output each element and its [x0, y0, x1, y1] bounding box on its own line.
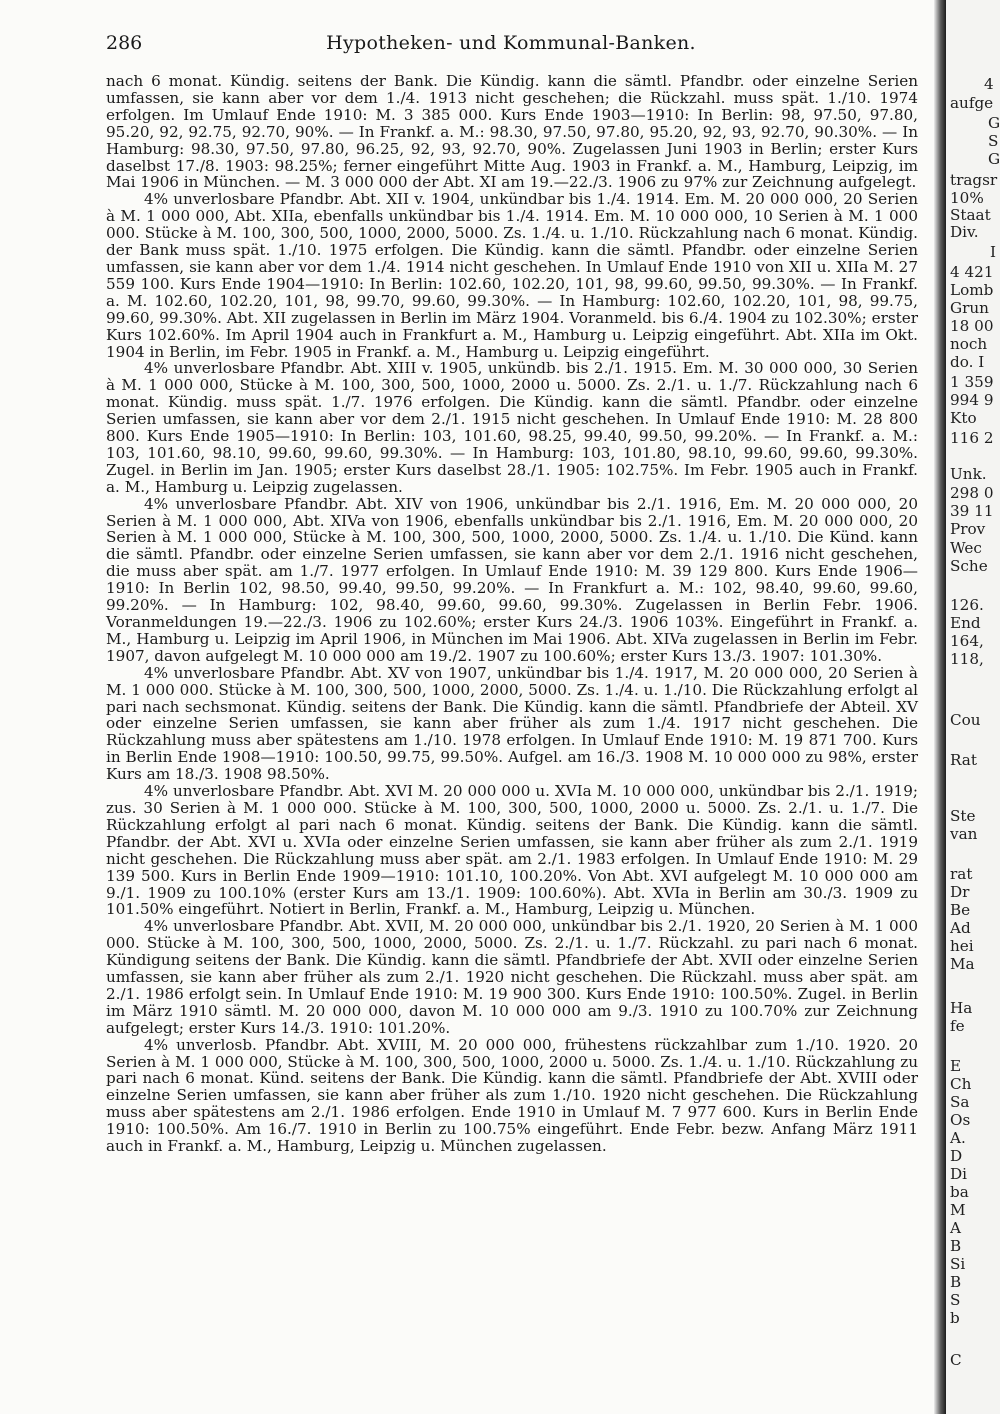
edge-fragment: G — [988, 150, 1000, 168]
edge-fragment: A — [950, 1219, 961, 1237]
edge-fragment: S — [988, 132, 999, 150]
edge-fragment: I — [990, 243, 996, 261]
edge-fragment: Ha — [950, 999, 973, 1017]
edge-fragment: Div. — [950, 223, 979, 241]
paragraph-continuation: nach 6 monat. Kündig. seitens der Bank. Die Kündig. kann die sämtl. Pfandbr. oder einzelne Serien umfassen, sie kann aber vor dem 1./4. 1913 nicht geschehen; die Rückzahl. muss spät. 1./10. 1974 erfolgen. Im Umlauf Ende 1910: M. 3 385 000. Kurs Ende 1903—1910: In Berlin: 98, 97.50, 97.80, 95.20, 92, 92.75, 92.70, 90%. — In Frankf. a. M.: 98.30, 97.50, 97.80, 95.20, 92, 93, 92.70, 90.30%. — In Hamburg: 98.30, 97.50, 97.80, 96.25, 92, 93, 92.70, 90%. Zugelassen Juni 1903 in Berlin; erster Kurs daselbst 17./8. 1903: 98.25%; ferner eingeführt Mitte Aug. 1903 in Frankf. a. M., Hamburg, Leipzig, im Mai 1906 in München. — M. 3 000 000 der Abt. XI am 19.—22./3. 1906 zu 97% zur Zeichnung aufgelegt. — [106, 72, 918, 192]
edge-fragment: 994 9 — [950, 391, 994, 409]
edge-fragment: rat — [950, 865, 973, 883]
edge-fragment: D — [950, 1147, 963, 1165]
edge-fragment: van — [950, 825, 978, 843]
edge-fragment: Rat — [950, 751, 977, 769]
edge-fragment: Di — [950, 1165, 968, 1183]
paragraph-abt-xv: 4% unverlosbare Pfandbr. Abt. XV von 1907, unkündbar bis 1./4. 1917, M. 20 000 000, 20 Serien à M. 1 000 000. Stücke à M. 100, 300, 500, 1000, 2000, 5000. Zs. 1./4. u. 1./10. Die Rückzahlung erfolgt al pari nach sechsmonat. Kündig. seitens der Bank. Die Kündig. kann die sämtl. Pfandbriefe der Abteil. XV oder einzelne Serien umfassen, sie kann aber früher als zum 1./4. 1917 nicht geschehen. Die Rückzahlung muss aber spätestens am 1./10. 1978 erfolgen. In Umlauf Ende 1910: M. 19 871 700. Kurs in Berlin Ende 1908—1910: 100.50, 99.75, 99.50%. Aufgel. am 16./3. 1908 M. 10 000 000 zu 98%, erster Kurs am 18./3. 1908 98.50%. — [106, 663, 918, 784]
edge-fragment: End — [950, 614, 981, 632]
paragraph-abt-xvii: 4% unverlosbare Pfandbr. Abt. XVII, M. 20 000 000, unkündbar bis 2./1. 1920, 20 Serien à M. 1 000 000. Stücke à M. 100, 300, 500, 1000, 2000, 5000. Zs. 2./1. u. 1./7. Rückzahl. zu pari nach 6 monat. Kündigung seitens der Bank. Die Kündig. kann die sämtl. Pfandbriefe der Abt. XVII oder einzelne Serien umfassen, sie kann aber früher als zum 2./1. 1920 nicht geschehen. Die Rückzahl. muss aber spät. am 2./1. 1986 erfolgt sein. In Umlauf Ende 1910: M. 19 900 300. Kurs Ende 1910: 100.50%. Zugel. in Berlin im März 1910 sämtl. M. 20 000 000, davon M. 10 000 000 am 9./3. 1910 zu 100.70% zur Zeichnung aufgelegt; erster Kurs 14./3. 1910: 101.20%. — [106, 917, 918, 1037]
edge-fragment: 39 11 — [950, 502, 994, 520]
edge-fragment: Prov — [950, 520, 986, 538]
edge-fragment: S — [950, 1291, 961, 1309]
adjacent-page-edge — [946, 0, 1000, 1414]
paragraph-abt-xiv: 4% unverlosbare Pfandbr. Abt. XIV von 1906, unkündbar bis 2./1. 1916, Em. M. 20 000 000, 20 Serien à M. 1 000 000, Abt. XIVa von 1906, ebenfalls unkündbar bis 2./1. 1916, Em. M. 20 000 000, 20 Serien à M. 1 000 000, Stücke à M. 100, 300, 500, 1000, 2000, 5000. Zs. 1./4. u. 1./10. Die Künd. kann die sämtl. Pfandbr. oder einzelne Serien umfassen, sie kann aber vor dem 2./1. 1916 nicht geschehen, die muss aber spät. am 1./7. 1977 erfolgen. In Umlauf Ende 1910: M. 39 129 800. Kurs Ende 1906—1910: In Berlin 102, 98.50, 99.40, 99.50, 99.20%. — In Frankfurt a. M.: 102, 98.40, 99.60, 99.60, 99.20%. — In Hamburg: 102, 98.40, 99.60, 99.60, 99.30%. Zugelassen in Berlin Febr. 1906. Voranmeldungen 19.—22./3. 1906 zu 102.60%; erster Kurs 24./3. 1906 103%. Eingeführt in Frankf. a. M., Hamburg u. Leipzig im April 1906, in München im Mai 1906. Abt. XIVa zugelassen in Berlin im Febr. 1907, davon aufgelegt M. 10 000 000 am 19./2. 1907 zu 100.60%; erster Kurs 13./3. 1907: 101.30%. — [106, 494, 918, 665]
edge-fragment: do. I — [950, 353, 985, 371]
edge-fragment: Ch — [950, 1075, 972, 1093]
edge-fragment: 116 2 — [950, 429, 994, 447]
edge-fragment: 4 421 — [950, 263, 994, 281]
edge-fragment: Sa — [950, 1093, 970, 1111]
edge-fragment: aufge — [950, 94, 994, 112]
edge-fragment: noch — [950, 335, 988, 353]
edge-fragment: G — [988, 114, 1000, 132]
edge-fragment: A. — [950, 1129, 966, 1147]
edge-fragment: ba — [950, 1183, 969, 1201]
edge-fragment: Ste — [950, 807, 976, 825]
edge-fragment: Grun — [950, 299, 989, 317]
edge-fragment: Os — [950, 1111, 971, 1129]
edge-fragment: Ma — [950, 955, 975, 973]
edge-fragment: Si — [950, 1255, 966, 1273]
edge-fragment: Unk. — [950, 465, 987, 483]
paragraph-abt-xvi: 4% unverlosbare Pfandbr. Abt. XVI M. 20 000 000 u. XVIa M. 10 000 000, unkündbar bis 2./1. 1919; zus. 30 Serien à M. 1 000 000. Stücke à M. 100, 300, 500, 1000, 2000 u. 5000. Zs. 2./1. u. 1./7. Die Rückzahlung erfolgt al pari nach 6 monat. Kündig. seitens der Bank. Die Kündig. kann die sämtl. Pfandbr. der Abt. XVI u. XVIa oder einzelne Serien umfassen, sie kann aber früher als zum 2./1. 1919 nicht geschehen. Die Rückzahlung muss aber spät. am 2./1. 1983 erfolgen. In Umlauf Ende 1910: M. 29 139 500. Kurs in Berlin Ende 1909—1910: 101.10, 100.20%. Von Abt. XVI aufgelegt M. 10 000 000 am 9./1. 1909 zu 100.10% (erster Kurs am 13./1. 1909: 100.60%). Abt. XVIa in Berlin am 30./3. 1909 zu 101.50% eingeführt. Notiert in Berlin, Frankf. a. M., Hamburg, Leipzig u. München. — [106, 782, 918, 919]
edge-fragment: Wec — [950, 539, 982, 557]
edge-fragment: b — [950, 1309, 960, 1327]
edge-fragment: E — [950, 1057, 962, 1075]
edge-fragment: 18 00 — [950, 317, 994, 335]
edge-fragment: M — [950, 1201, 966, 1219]
edge-fragment: fe — [950, 1017, 965, 1035]
edge-fragment: C — [950, 1351, 962, 1369]
edge-fragment: B — [950, 1273, 962, 1291]
paragraph-abt-xiii: 4% unverlosbare Pfandbr. Abt. XIII v. 1905, unkündb. bis 2./1. 1915. Em. M. 30 000 000, 30 Serien à M. 1 000 000, Stücke à M. 100, 300, 500, 1000, 2000 u. 5000. Zs. 2./1. u. 1./7. Rückzahlung nach 6 monat. Kündig. muss spät. 1./7. 1976 erfolgen. Die Kündig. kann die sämtl. Pfandbr. oder einzelne Serien umfassen, sie kann aber vor dem 2./1. 1915 nicht geschehen. In Umlauf Ende 1910: M. 28 800 800. Kurs Ende 1905—1910: In Berlin: 103, 101.60, 98.25, 99.40, 99.50, 99.20%. — In Frankf. a. M.: 103, 101.60, 98.10, 99.60, 99.60, 99.30%. — In Hamburg: 103, 101.80, 98.10, 99.60, 99.60, 99.30%. Zugel. in Berlin im Jan. 1905; erster Kurs daselbst 28./1. 1905: 102.75%. Im Febr. 1905 auch in Frankf. a. M., Hamburg u. Leipzig zugelassen. — [106, 359, 918, 496]
edge-fragment: 1 359 — [950, 373, 994, 391]
edge-fragment: 126. — [950, 596, 984, 614]
edge-fragment: Be — [950, 901, 971, 919]
edge-fragment: 164, — [950, 632, 984, 650]
page-header — [106, 32, 916, 58]
paragraph-abt-xii: 4% unverlosbare Pfandbr. Abt. XII v. 1904, unkündbar bis 1./4. 1914. Em. M. 20 000 000, 20 Serien à M. 1 000 000, Abt. XIIa, ebenfalls unkündbar bis 1./4. 1914. Em. M. 10 000 000, 10 Serien à M. 1 000 000. Stücke à M. 100, 300, 500, 1000, 2000, 5000. Zs. 1./4. u. 1./10. Rückzahlung nach 6 monat. Kündig. der Bank muss spät. 1./10. 1975 erfolgen. Die Kündig. kann die sämtl. Pfandbr. oder einzelne Serien umfassen, sie kann aber vor dem 1./4. 1914 nicht geschehen. In Umlauf Ende 1910 von XII u. XIIa M. 27 559 100. Kurs Ende 1904—1910: In Berlin: 102.60, 102.20, 101, 98, 99.60, 99.50, 99.30%. — In Frankf. a. M. 102.60, 102.20, 101, 98, 99.70, 99.60, 99.30%. — In Hamburg: 102.60, 102.20, 101, 98, 99.75, 99.60, 99.30%. Abt. XII zugelassen in Berlin im März 1904. Voranmeld. bis 6./4. 1904 zu 102.30%; erster Kurs 102.60%. Im April 1904 auch in Frankfurt a. M., Hamburg u. Leipzig eingeführt. Abt. XIIa im Okt. 1904 in Berlin, im Febr. 1905 in Frankf. a. M., Hamburg u. Leipzig eingeführt. — [106, 190, 918, 361]
edge-fragment: Kto — [950, 409, 977, 427]
book-gutter — [934, 0, 946, 1414]
edge-fragment: 118, — [950, 650, 984, 668]
edge-fragment: Staat — [950, 206, 991, 224]
paragraph-abt-xviii: 4% unverlosb. Pfandbr. Abt. XVIII, M. 20 000 000, frühestens rückzahlbar zum 1./10. 1920. 20 Serien à M. 1 000 000, Stücke à M. 100, 300, 500, 1000, 2000 u. 5000. Zs. 1./4. u. 1./10. Rückzahlung zu pari nach 6 monat. Künd. seitens der Bank. Die Kündig. kann die sämtl. Pfandbriefe der Abt. XVIII oder einzelne Serien umfassen, sie kann aber früher als zum 1./10. 1920 nicht geschehen. Die Rückzahlung muss aber spätestens am 2./1. 1986 erfolgen. Ende 1910 in Umlauf M. 7 977 600. Kurs in Berlin Ende 1910: 100.50%. Am 16./7. 1910 in Berlin zu 100.75% eingeführt. Ende Febr. bezw. Anfang März 1911 auch in Frankf. a. M., Hamburg, Leipzig u. München zugelassen. — [106, 1035, 918, 1156]
main-text — [106, 73, 918, 1155]
edge-fragment: Dr — [950, 883, 970, 901]
edge-fragment: hei — [950, 937, 974, 955]
running-head: Hypotheken- und Kommunal-Banken. — [326, 32, 696, 54]
edge-fragment: 4 — [984, 75, 994, 93]
edge-fragment: Ad — [950, 919, 971, 937]
edge-fragment: Sche — [950, 557, 988, 575]
edge-fragment: Lomb — [950, 281, 994, 299]
edge-fragment: Cou — [950, 711, 981, 729]
edge-fragment: 10% — [950, 189, 984, 207]
edge-fragment: tragsr — [950, 171, 998, 189]
page-number: 286 — [106, 32, 143, 54]
edge-fragment: B — [950, 1237, 962, 1255]
edge-fragment: 298 0 — [950, 484, 994, 502]
